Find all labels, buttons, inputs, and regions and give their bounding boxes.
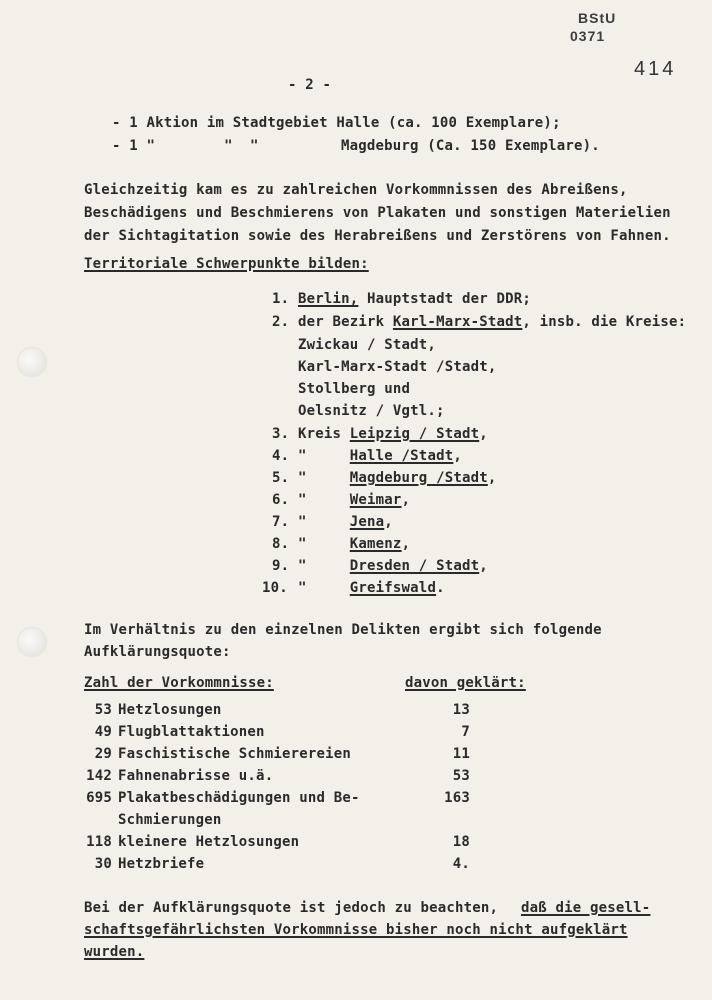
territorial-item bbox=[298, 402, 445, 420]
territorial-prefix: Oelsnitz / Vgtl.; bbox=[298, 403, 445, 419]
punch-hole-bottom bbox=[18, 628, 46, 656]
incident-solved: 7 bbox=[461, 724, 470, 740]
incident-label: Schmierungen bbox=[118, 812, 222, 828]
incident-count: 49 bbox=[94, 724, 112, 740]
table-header-solved: davon geklärt: bbox=[405, 675, 526, 691]
territorial-item bbox=[298, 336, 436, 354]
territorial-suffix: , bbox=[487, 470, 497, 486]
incident-label: Plakatbeschädigungen und Be- bbox=[118, 790, 360, 806]
territorial-suffix: , bbox=[453, 448, 462, 464]
action-line-2-ditto: - 1 " " " bbox=[112, 138, 259, 154]
closing-line-1b: daß die gesell- bbox=[521, 900, 651, 916]
territorial-number: 7. bbox=[272, 514, 290, 530]
incident-solved: 18 bbox=[452, 834, 470, 850]
incident-label: Fahnenabrisse u.ä. bbox=[118, 768, 274, 784]
territorial-place: Leipzig / Stadt bbox=[349, 426, 480, 442]
territorial-item bbox=[298, 469, 496, 487]
territorial-suffix: , bbox=[401, 536, 411, 552]
incident-label: Faschistische Schmierereien bbox=[118, 746, 351, 762]
closing-line-2: schaftsgefährlichsten Vorkommnisse bisher noch nicht aufgeklärt bbox=[84, 922, 628, 938]
territorial-number: 6. bbox=[272, 492, 290, 508]
handwritten-page-mark: 414 bbox=[634, 58, 677, 80]
territorial-prefix: der Bezirk bbox=[298, 314, 393, 330]
territorial-place: Magdeburg /Stadt bbox=[349, 470, 488, 486]
territorial-place: Weimar bbox=[349, 492, 402, 508]
territorial-number: 10. bbox=[262, 580, 288, 596]
incident-count: 142 bbox=[86, 768, 112, 784]
incident-count: 30 bbox=[94, 856, 112, 872]
table-header-count: Zahl der Vorkommnisse: bbox=[84, 675, 274, 691]
territorial-prefix: Karl-Marx-Stadt /Stadt, bbox=[298, 359, 497, 375]
territorial-heading: Territoriale Schwerpunkte bilden: bbox=[84, 256, 369, 272]
territorial-prefix: " bbox=[298, 470, 350, 486]
paragraph-1-line-2: Beschädigens und Beschmierens von Plakaten und sonstigen Materielien bbox=[84, 205, 671, 221]
paragraph-1-line-3: der Sichtagitation sowie des Herabreißens und Zerstörens von Fahnen. bbox=[84, 228, 671, 244]
territorial-item bbox=[298, 557, 488, 575]
territorial-suffix: , bbox=[401, 492, 411, 508]
paragraph-1-line-1: Gleichzeitig kam es zu zahlreichen Vorkommnissen des Abreißens, bbox=[84, 182, 628, 198]
punch-hole-top bbox=[18, 348, 46, 376]
action-line-1: - 1 Aktion im Stadtgebiet Halle (ca. 100 Exemplare); bbox=[112, 115, 561, 131]
territorial-number: 8. bbox=[272, 536, 290, 552]
territorial-number: 2. bbox=[272, 314, 290, 330]
territorial-item bbox=[298, 380, 410, 398]
paragraph-2-line-1: Im Verhältnis zu den einzelnen Delikten ergibt sich folgende bbox=[84, 622, 602, 638]
page-number: - 2 - bbox=[288, 77, 332, 93]
incident-label: Hetzlosungen bbox=[118, 702, 222, 718]
incident-solved: 53 bbox=[452, 768, 470, 784]
incident-count: 53 bbox=[94, 702, 112, 718]
territorial-place: Karl-Marx-Stadt bbox=[392, 314, 523, 330]
territorial-item bbox=[298, 535, 410, 553]
territorial-suffix: , bbox=[479, 426, 488, 442]
territorial-item bbox=[298, 447, 462, 465]
territorial-item bbox=[298, 290, 531, 308]
incident-count: 118 bbox=[86, 834, 112, 850]
incident-solved: 163 bbox=[444, 790, 470, 806]
territorial-item bbox=[298, 425, 488, 443]
territorial-item bbox=[298, 313, 686, 331]
territorial-item bbox=[298, 358, 496, 376]
territorial-place: Kamenz bbox=[349, 536, 402, 552]
paragraph-2-line-2: Aufklärungsquote: bbox=[84, 644, 231, 660]
territorial-number: 4. bbox=[272, 448, 290, 464]
territorial-number: 3. bbox=[272, 426, 290, 442]
territorial-prefix: " bbox=[298, 492, 350, 508]
incident-label: Flugblattaktionen bbox=[118, 724, 265, 740]
incident-label: Hetzbriefe bbox=[118, 856, 205, 872]
territorial-place: Halle /Stadt bbox=[349, 448, 454, 464]
territorial-prefix: Zwickau / Stadt, bbox=[298, 337, 437, 353]
archive-stamp-line1: BStU bbox=[578, 10, 617, 26]
territorial-prefix: " bbox=[298, 558, 350, 574]
territorial-prefix: Stollberg und bbox=[298, 381, 411, 397]
territorial-place: Greifswald bbox=[349, 580, 437, 596]
incident-solved: 13 bbox=[452, 702, 470, 718]
territorial-number: 1. bbox=[272, 291, 290, 307]
territorial-suffix: . bbox=[436, 580, 445, 596]
territorial-number: 9. bbox=[272, 558, 290, 574]
incident-solved: 11 bbox=[452, 746, 470, 762]
territorial-suffix: , bbox=[384, 514, 393, 530]
territorial-prefix: " bbox=[298, 536, 350, 552]
action-line-2-text: Magdeburg (Ca. 150 Exemplare). bbox=[341, 138, 600, 154]
archive-stamp-line2: 0371 bbox=[570, 28, 606, 44]
territorial-suffix: , insb. die Kreise: bbox=[522, 314, 687, 330]
territorial-suffix: Hauptstadt der DDR; bbox=[358, 291, 531, 307]
territorial-place: Berlin, bbox=[298, 291, 359, 307]
territorial-prefix: " bbox=[298, 580, 350, 596]
territorial-item bbox=[298, 513, 393, 531]
territorial-suffix: , bbox=[479, 558, 488, 574]
closing-line-1a: Bei der Aufklärungsquote ist jedoch zu beachten, bbox=[84, 900, 507, 916]
territorial-number: 5. bbox=[272, 470, 290, 486]
territorial-item bbox=[298, 579, 445, 597]
territorial-prefix: Kreis bbox=[298, 426, 350, 442]
territorial-place: Dresden / Stadt bbox=[349, 558, 480, 574]
territorial-prefix: " bbox=[298, 448, 350, 464]
territorial-prefix: " bbox=[298, 514, 350, 530]
incident-solved: 4. bbox=[452, 856, 470, 872]
territorial-item bbox=[298, 491, 410, 509]
closing-line-3: wurden. bbox=[84, 944, 145, 960]
incident-label: kleinere Hetzlosungen bbox=[118, 834, 300, 850]
territorial-place: Jena bbox=[349, 514, 385, 530]
incident-count: 29 bbox=[94, 746, 112, 762]
incident-count: 695 bbox=[86, 790, 112, 806]
